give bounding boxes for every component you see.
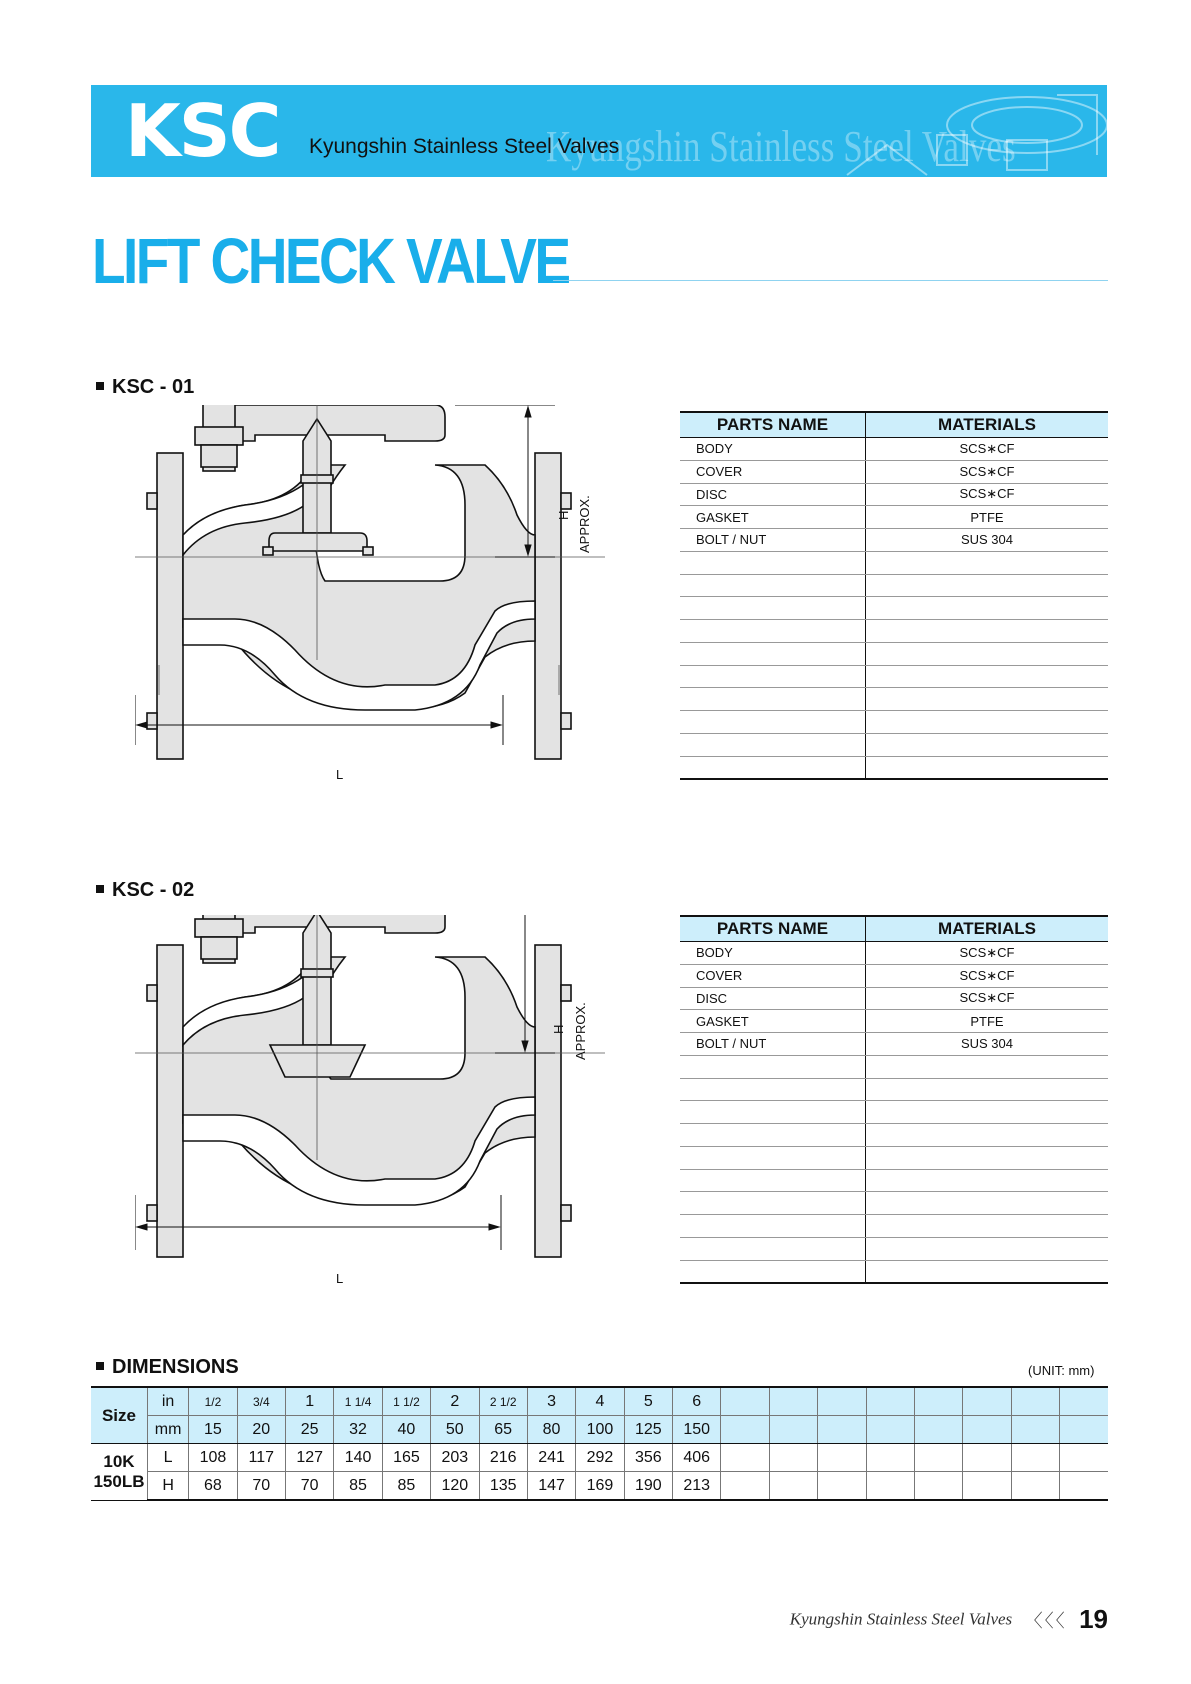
- part-name-cell: [680, 551, 866, 574]
- dimension-cell: 117: [237, 1444, 285, 1472]
- parts-row: [680, 551, 1108, 574]
- material-cell: [866, 642, 1109, 665]
- part-name-cell: GASKET: [680, 1010, 866, 1033]
- part-name-cell: [680, 1124, 866, 1147]
- parts-row: [680, 1192, 1108, 1215]
- size-header: Size: [91, 1387, 147, 1444]
- parts-name-header: PARTS NAME: [680, 412, 866, 438]
- part-name-cell: DISC: [680, 987, 866, 1010]
- part-name-cell: COVER: [680, 964, 866, 987]
- dimension-cell: 15: [189, 1416, 237, 1444]
- material-cell: [866, 620, 1109, 643]
- dimensions-row: [91, 1444, 1108, 1472]
- dimension-cell: 80: [527, 1416, 575, 1444]
- empty-cell: [1060, 1387, 1109, 1416]
- materials-header: MATERIALS: [866, 412, 1109, 438]
- row-label: mm: [147, 1416, 188, 1444]
- dimension-cell: 1 1/4: [334, 1387, 382, 1416]
- empty-cell: [914, 1387, 962, 1416]
- page-footer: [790, 1604, 1108, 1635]
- material-cell: [866, 551, 1109, 574]
- parts-row: [680, 987, 1108, 1010]
- dimension-l-label: L: [336, 767, 344, 782]
- part-name-cell: [680, 756, 866, 779]
- footer-text: Kyungshin Stainless Steel Valves: [789, 1609, 1013, 1629]
- parts-row: [680, 460, 1108, 483]
- material-cell: [866, 1124, 1109, 1147]
- empty-cell: [818, 1472, 866, 1501]
- part-name-cell: [680, 688, 866, 711]
- dimension-cell: 203: [431, 1444, 479, 1472]
- dimension-cell: 4: [576, 1387, 624, 1416]
- empty-cell: [866, 1416, 914, 1444]
- part-name-cell: [680, 711, 866, 734]
- material-cell: [866, 711, 1109, 734]
- parts-row: [680, 1010, 1108, 1033]
- empty-cell: [963, 1387, 1011, 1416]
- parts-table-ksc-02: [680, 915, 1108, 1284]
- empty-cell: [1011, 1416, 1059, 1444]
- part-name-cell: COVER: [680, 460, 866, 483]
- header-banner: [91, 85, 1107, 177]
- materials-header: MATERIALS: [866, 916, 1109, 942]
- material-cell: [866, 574, 1109, 597]
- dimension-cell: 2: [431, 1387, 479, 1416]
- part-name-cell: [680, 620, 866, 643]
- dimension-h-label: H: [556, 510, 571, 520]
- dimension-cell: 216: [479, 1444, 527, 1472]
- part-name-cell: GASKET: [680, 506, 866, 529]
- material-cell: [866, 1215, 1109, 1238]
- empty-cell: [1060, 1472, 1109, 1501]
- dimension-cell: 190: [624, 1472, 672, 1501]
- dimension-cell: 140: [334, 1444, 382, 1472]
- material-cell: [866, 688, 1109, 711]
- empty-cell: [818, 1416, 866, 1444]
- dimension-cell: 100: [576, 1416, 624, 1444]
- material-cell: SCS∗CF: [866, 483, 1109, 506]
- dimension-cell: 5: [624, 1387, 672, 1416]
- part-name-cell: [680, 1078, 866, 1101]
- dimension-cell: 32: [334, 1416, 382, 1444]
- company-name: Kyungshin Stainless Steel Valves: [309, 135, 620, 158]
- empty-cell: [721, 1416, 769, 1444]
- dimension-cell: 150: [673, 1416, 721, 1444]
- empty-cell: [914, 1444, 962, 1472]
- empty-cell: [769, 1472, 817, 1501]
- empty-cell: [963, 1416, 1011, 1444]
- dimension-cell: 85: [334, 1472, 382, 1501]
- dimensions-label: DIMENSIONS: [96, 1356, 239, 1379]
- parts-row: [680, 1124, 1108, 1147]
- part-name-cell: [680, 574, 866, 597]
- material-cell: [866, 1055, 1109, 1078]
- parts-row: [680, 964, 1108, 987]
- part-name-cell: DISC: [680, 483, 866, 506]
- chevron-icons: 〈〈〈: [1024, 1610, 1067, 1631]
- material-cell: SCS∗CF: [866, 942, 1109, 965]
- material-cell: PTFE: [866, 1010, 1109, 1033]
- dimension-cell: 3/4: [237, 1387, 285, 1416]
- dimension-cell: 406: [673, 1444, 721, 1472]
- empty-cell: [769, 1387, 817, 1416]
- material-cell: PTFE: [866, 506, 1109, 529]
- dimension-cell: 135: [479, 1472, 527, 1501]
- parts-row: [680, 756, 1108, 779]
- dimension-cell: 1/2: [189, 1387, 237, 1416]
- parts-row: [680, 665, 1108, 688]
- parts-row: [680, 620, 1108, 643]
- empty-cell: [1011, 1387, 1059, 1416]
- parts-row: [680, 506, 1108, 529]
- material-cell: SUS 304: [866, 529, 1109, 552]
- part-name-cell: [680, 1101, 866, 1124]
- empty-cell: [866, 1472, 914, 1501]
- parts-table-ksc-01: [680, 411, 1108, 780]
- dimensions-row: [91, 1387, 1108, 1416]
- material-cell: [866, 756, 1109, 779]
- dimension-cell: 2 1/2: [479, 1387, 527, 1416]
- dimension-cell: 120: [431, 1472, 479, 1501]
- parts-row: [680, 574, 1108, 597]
- material-cell: [866, 1078, 1109, 1101]
- dimension-cell: 25: [286, 1416, 334, 1444]
- material-cell: [866, 1260, 1109, 1283]
- dimensions-row: [91, 1416, 1108, 1444]
- dimension-cell: 292: [576, 1444, 624, 1472]
- valve-drawing-ksc-02: [135, 915, 605, 1315]
- material-cell: [866, 1237, 1109, 1260]
- material-cell: [866, 1146, 1109, 1169]
- unit-label: (UNIT: mm): [1028, 1363, 1095, 1378]
- part-name-cell: [680, 665, 866, 688]
- empty-cell: [914, 1416, 962, 1444]
- dimension-cell: 68: [189, 1472, 237, 1501]
- dimension-cell: 356: [624, 1444, 672, 1472]
- parts-row: [680, 1260, 1108, 1283]
- dimension-cell: 20: [237, 1416, 285, 1444]
- parts-row: [680, 1169, 1108, 1192]
- parts-table-body: [680, 438, 1108, 780]
- parts-row: [680, 1146, 1108, 1169]
- dimension-cell: 125: [624, 1416, 672, 1444]
- title-rule: [553, 280, 1108, 281]
- part-name-cell: BOLT / NUT: [680, 529, 866, 552]
- dimension-cell: 50: [431, 1416, 479, 1444]
- parts-row: [680, 1237, 1108, 1260]
- parts-row: [680, 1215, 1108, 1238]
- empty-cell: [769, 1416, 817, 1444]
- banner-watermark: Kyungshin Stainless Steel Valves: [546, 122, 1016, 171]
- material-cell: SCS∗CF: [866, 460, 1109, 483]
- parts-row: [680, 438, 1108, 461]
- part-name-cell: [680, 1055, 866, 1078]
- page-title: LIFT CHECK VALVE: [92, 225, 569, 297]
- ksc-logo: KSC: [125, 89, 280, 173]
- empty-cell: [866, 1444, 914, 1472]
- parts-name-header: PARTS NAME: [680, 916, 866, 942]
- dimension-cell: 6: [673, 1387, 721, 1416]
- material-cell: SCS∗CF: [866, 964, 1109, 987]
- empty-cell: [914, 1472, 962, 1501]
- dimension-cell: 40: [382, 1416, 430, 1444]
- empty-cell: [963, 1472, 1011, 1501]
- parts-row: [680, 733, 1108, 756]
- dimension-cell: 213: [673, 1472, 721, 1501]
- parts-row: [680, 1055, 1108, 1078]
- dimension-cell: 169: [576, 1472, 624, 1501]
- dimension-cell: 241: [527, 1444, 575, 1472]
- empty-cell: [1011, 1444, 1059, 1472]
- part-name-cell: [680, 1169, 866, 1192]
- dimension-cell: 1 1/2: [382, 1387, 430, 1416]
- material-cell: SUS 304: [866, 1033, 1109, 1056]
- dimensions-table: [91, 1386, 1108, 1501]
- part-name-cell: [680, 597, 866, 620]
- empty-cell: [818, 1387, 866, 1416]
- page-number: 19: [1079, 1604, 1108, 1634]
- row-label: in: [147, 1387, 188, 1416]
- parts-row: [680, 1101, 1108, 1124]
- dimension-cell: 108: [189, 1444, 237, 1472]
- dimension-cell: 3: [527, 1387, 575, 1416]
- parts-row: [680, 711, 1108, 734]
- model-label-ksc-01: KSC - 01: [96, 376, 194, 399]
- dimension-cell: 70: [237, 1472, 285, 1501]
- empty-cell: [818, 1444, 866, 1472]
- valve-drawing-ksc-01: [135, 405, 605, 805]
- part-name-cell: [680, 1260, 866, 1283]
- part-name-cell: BOLT / NUT: [680, 1033, 866, 1056]
- part-name-cell: BODY: [680, 438, 866, 461]
- dimension-h-label: H: [551, 1024, 566, 1034]
- row-label: H: [147, 1472, 188, 1501]
- material-cell: [866, 597, 1109, 620]
- dimension-cell: 1: [286, 1387, 334, 1416]
- parts-row: [680, 483, 1108, 506]
- material-cell: [866, 665, 1109, 688]
- parts-row: [680, 597, 1108, 620]
- dimension-cell: 85: [382, 1472, 430, 1501]
- part-name-cell: [680, 1192, 866, 1215]
- model-label-ksc-02: KSC - 02: [96, 879, 194, 902]
- material-cell: SCS∗CF: [866, 987, 1109, 1010]
- empty-cell: [721, 1472, 769, 1501]
- empty-cell: [963, 1444, 1011, 1472]
- part-name-cell: [680, 642, 866, 665]
- class-header: 10K 150LB: [91, 1444, 147, 1501]
- material-cell: [866, 1192, 1109, 1215]
- empty-cell: [721, 1444, 769, 1472]
- parts-row: [680, 529, 1108, 552]
- dimension-cell: 70: [286, 1472, 334, 1501]
- part-name-cell: [680, 1237, 866, 1260]
- row-label: L: [147, 1444, 188, 1472]
- material-cell: [866, 1101, 1109, 1124]
- material-cell: SCS∗CF: [866, 438, 1109, 461]
- dimension-cell: 127: [286, 1444, 334, 1472]
- dimension-l-label: L: [336, 1271, 344, 1286]
- empty-cell: [769, 1444, 817, 1472]
- dimension-approx-label: APPROX.: [573, 1002, 588, 1060]
- empty-cell: [1060, 1444, 1109, 1472]
- empty-cell: [1060, 1416, 1109, 1444]
- empty-cell: [721, 1387, 769, 1416]
- parts-row: [680, 1078, 1108, 1101]
- dimension-cell: 165: [382, 1444, 430, 1472]
- empty-cell: [866, 1387, 914, 1416]
- part-name-cell: [680, 733, 866, 756]
- part-name-cell: [680, 1146, 866, 1169]
- dimensions-row: [91, 1472, 1108, 1501]
- part-name-cell: BODY: [680, 942, 866, 965]
- parts-row: [680, 1033, 1108, 1056]
- parts-row: [680, 942, 1108, 965]
- material-cell: [866, 733, 1109, 756]
- parts-row: [680, 642, 1108, 665]
- empty-cell: [1011, 1472, 1059, 1501]
- dimension-cell: 65: [479, 1416, 527, 1444]
- material-cell: [866, 1169, 1109, 1192]
- parts-row: [680, 688, 1108, 711]
- parts-table-body: [680, 942, 1108, 1284]
- dimension-cell: 147: [527, 1472, 575, 1501]
- dimension-approx-label: APPROX.: [577, 495, 592, 553]
- part-name-cell: [680, 1215, 866, 1238]
